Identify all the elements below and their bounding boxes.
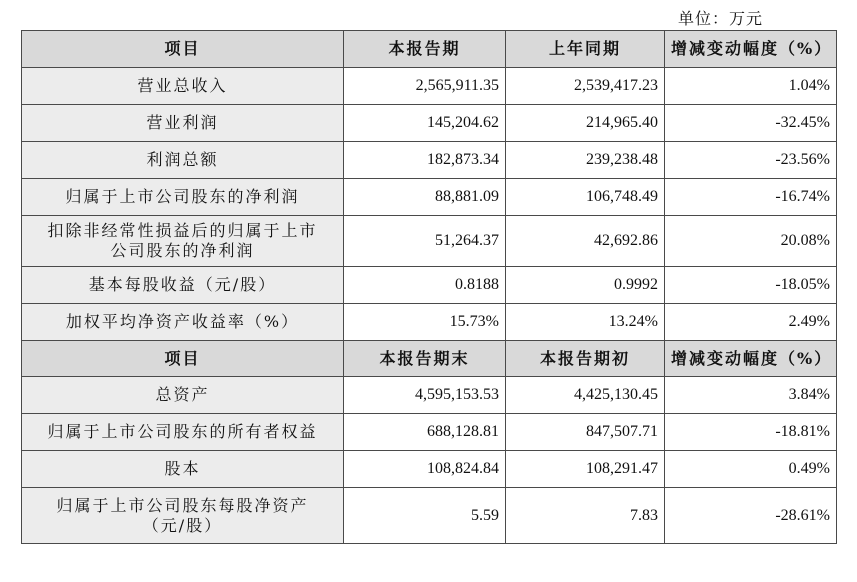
table-row: [22, 451, 837, 488]
change-value: 3.84%: [665, 377, 837, 414]
current-value: 88,881.09: [344, 179, 506, 216]
prior-value: 0.9992: [506, 267, 665, 304]
column-header-change: 增减变动幅度（%）: [665, 31, 837, 68]
current-value: 2,565,911.35: [344, 68, 506, 105]
prior-value: 239,238.48: [506, 142, 665, 179]
row-label: 归属于上市公司股东的净利润: [22, 179, 344, 216]
current-value: 182,873.34: [344, 142, 506, 179]
current-value: 51,264.37: [344, 216, 506, 267]
change-value: -16.74%: [665, 179, 837, 216]
row-label: [22, 216, 344, 267]
prior-value: 2,539,417.23: [506, 68, 665, 105]
table-header-row: [22, 31, 837, 68]
prior-value: 13.24%: [506, 304, 665, 341]
row-label-line-1: 扣除非经常性损益后的归属于上市: [47, 221, 318, 240]
prior-value: 108,291.47: [506, 451, 665, 488]
row-label: 归属于上市公司股东的所有者权益: [22, 414, 344, 451]
table-row: [22, 304, 837, 341]
current-value: 145,204.62: [344, 105, 506, 142]
column-header-period-end: 本报告期末: [344, 341, 506, 377]
prior-value: 42,692.86: [506, 216, 665, 267]
row-label: 基本每股收益（元/股）: [22, 267, 344, 304]
prior-value: 847,507.71: [506, 414, 665, 451]
table-row: [22, 105, 837, 142]
unit-label: 单位：万元: [678, 9, 764, 28]
current-value: 0.8188: [344, 267, 506, 304]
table-row: [22, 216, 837, 267]
current-value: 108,824.84: [344, 451, 506, 488]
table-header-row: [22, 341, 837, 377]
column-header-period-start: 本报告期初: [506, 341, 665, 377]
table-row: [22, 377, 837, 414]
column-header-item: 项目: [22, 341, 344, 377]
prior-value: 106,748.49: [506, 179, 665, 216]
current-value: 5.59: [344, 488, 506, 544]
prior-value: 4,425,130.45: [506, 377, 665, 414]
table-row: [22, 179, 837, 216]
financial-summary-table: [21, 30, 837, 544]
change-value: 1.04%: [665, 68, 837, 105]
row-label: 加权平均净资产收益率（%）: [22, 304, 344, 341]
change-value: -18.81%: [665, 414, 837, 451]
row-label: 总资产: [22, 377, 344, 414]
row-label-line-2: 公司股东的净利润: [110, 241, 255, 260]
change-value: -23.56%: [665, 142, 837, 179]
row-label: [22, 488, 344, 544]
change-value: 2.49%: [665, 304, 837, 341]
table-row: [22, 142, 837, 179]
change-value: -18.05%: [665, 267, 837, 304]
table-row: [22, 488, 837, 544]
column-header-prior-period: 上年同期: [506, 31, 665, 68]
row-label-line-1: 归属于上市公司股东每股净资产: [56, 495, 309, 515]
column-header-item: 项目: [22, 31, 344, 68]
current-value: 688,128.81: [344, 414, 506, 451]
column-header-change: 增减变动幅度（%）: [665, 341, 837, 377]
prior-value: 7.83: [506, 488, 665, 544]
table-row: [22, 267, 837, 304]
change-value: -28.61%: [665, 488, 837, 544]
change-value: -32.45%: [665, 105, 837, 142]
row-label: 股本: [22, 451, 344, 488]
current-value: 15.73%: [344, 304, 506, 341]
row-label: 营业总收入: [22, 68, 344, 105]
row-label-line-2: （元/股）: [142, 515, 223, 535]
table-row: [22, 68, 837, 105]
column-header-current-period: 本报告期: [344, 31, 506, 68]
row-label: 营业利润: [22, 105, 344, 142]
change-value: 0.49%: [665, 451, 837, 488]
row-label: 利润总额: [22, 142, 344, 179]
current-value: 4,595,153.53: [344, 377, 506, 414]
prior-value: 214,965.40: [506, 105, 665, 142]
table-row: [22, 414, 837, 451]
change-value: 20.08%: [665, 216, 837, 267]
